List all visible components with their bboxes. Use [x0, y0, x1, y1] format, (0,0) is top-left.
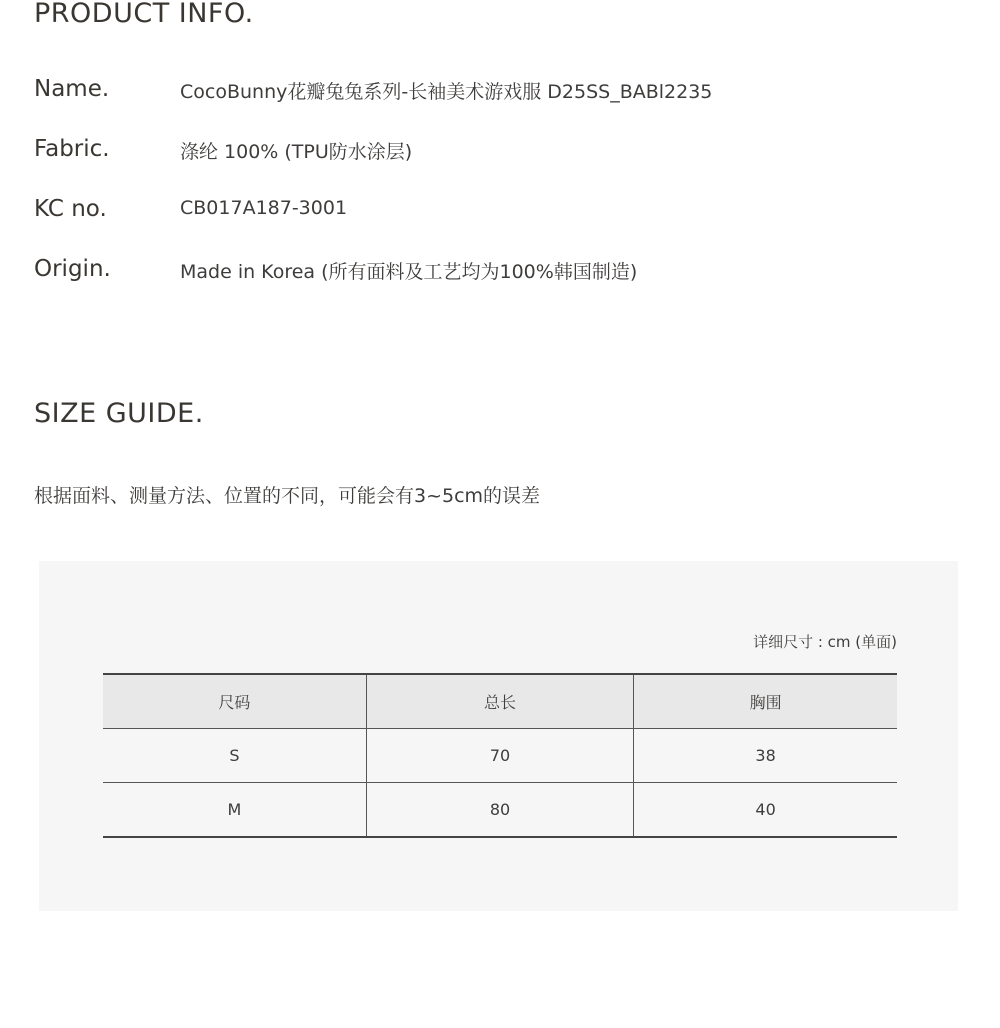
info-value-fabric: 涤纶 100% (TPU防水涂层): [180, 141, 413, 163]
info-label-name: Name.: [34, 76, 110, 102]
product-info-title: PRODUCT INFO.: [34, 0, 254, 29]
info-row-name: [34, 76, 934, 110]
table-header-row: [103, 674, 897, 729]
info-row-kc-no: [34, 196, 934, 230]
info-label-origin: Origin.: [34, 256, 111, 282]
table-header-size: 尺码: [103, 674, 366, 729]
size-table: [103, 673, 897, 838]
size-guide-note: 根据面料、测量方法、位置的不同，可能会有3~5cm的误差: [34, 485, 541, 507]
size-table-panel: [39, 561, 958, 911]
info-label-fabric: Fabric.: [34, 136, 110, 162]
table-cell-length: 80: [366, 783, 633, 838]
info-value-kc-no: CB017A187-3001: [180, 197, 348, 219]
info-value-origin: Made in Korea (所有面料及工艺均为100%韩国制造): [180, 261, 638, 283]
table-header-length: 总长: [366, 674, 633, 729]
size-guide-title: SIZE GUIDE.: [34, 398, 204, 429]
info-value-name: CocoBunny花瓣兔兔系列-长袖美术游戏服 D25SS_BABl2235: [180, 81, 713, 103]
table-cell-chest: 38: [634, 729, 897, 783]
info-row-origin: [34, 256, 934, 290]
info-row-fabric: [34, 136, 934, 170]
table-cell-size: M: [103, 783, 366, 838]
info-label-kc-no: KC no.: [34, 196, 107, 222]
table-cell-chest: 40: [634, 783, 897, 838]
table-row: [103, 783, 897, 838]
table-row: [103, 729, 897, 783]
table-cell-length: 70: [366, 729, 633, 783]
table-cell-size: S: [103, 729, 366, 783]
unit-note: 详细尺寸 : cm (单面): [753, 633, 897, 651]
table-header-chest: 胸围: [634, 674, 897, 729]
